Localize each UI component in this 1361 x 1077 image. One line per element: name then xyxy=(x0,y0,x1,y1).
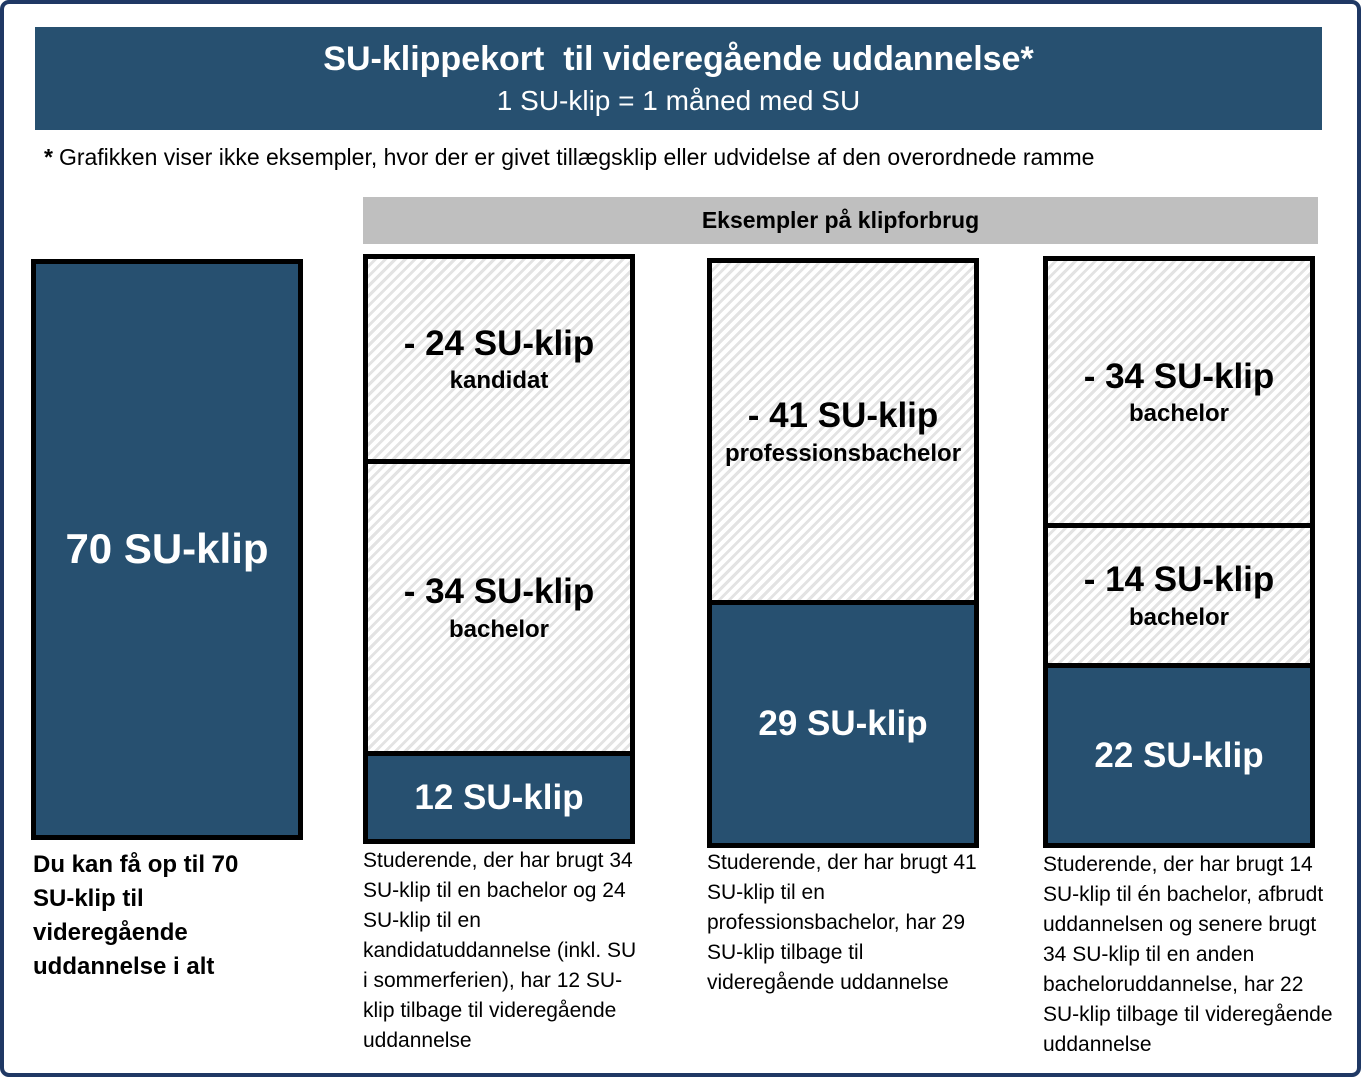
examples-header-band xyxy=(363,197,1318,244)
total-bar-caption: Du kan få op til 70 SU-klip til videregående uddannelse i alt xyxy=(33,851,239,981)
total-bar-value: 70 SU-klip xyxy=(65,525,269,573)
example-3-caption: Studerende, der har brugt 14 SU-klip til én bachelor, afbrudt uddannelsen og senere brugt 34 SU-klip til en anden bacheloruddannelse, har 22 SU-klip tilbage til videregående uddannelse xyxy=(1043,853,1333,1057)
example-3-remaining-segment xyxy=(1048,663,1310,843)
example-2-remaining-segment xyxy=(712,600,974,843)
example-2-used-segment-professionsbachelor xyxy=(712,263,974,600)
footnote xyxy=(44,143,1094,173)
segment-value: 22 SU-klip xyxy=(1094,735,1264,775)
total-bar xyxy=(31,259,303,840)
footnote-marker: * xyxy=(44,144,53,170)
example-3-used-segment-bachelor-2 xyxy=(1048,523,1310,663)
example-1-bar xyxy=(363,254,635,844)
total-bar-segment xyxy=(36,264,298,835)
segment-value: - 41 SU-klip xyxy=(747,396,939,436)
segment-education-label: bachelor xyxy=(448,615,550,643)
segment-value: 12 SU-klip xyxy=(414,777,584,817)
header-banner xyxy=(35,27,1322,130)
page-title: SU-klippekort til videregående uddannelse* xyxy=(323,40,1034,79)
examples-header-label: Eksempler på klipforbrug xyxy=(701,207,980,233)
segment-value: - 34 SU-klip xyxy=(403,572,595,612)
segment-education-label: bachelor xyxy=(1128,603,1230,631)
example-1-used-segment-bachelor xyxy=(368,459,630,751)
example-2-bar xyxy=(707,258,979,848)
segment-education-label: professionsbachelor xyxy=(724,439,962,467)
example-1-caption: Studerende, der har brugt 34 SU-klip til en bachelor og 24 SU-klip til en kandidatuddannelse (inkl. SU i sommerferien), har 12 SU-klip tilbage til videregående uddannelse xyxy=(363,849,637,1053)
segment-value: - 14 SU-klip xyxy=(1083,560,1275,600)
segment-value: 29 SU-klip xyxy=(758,704,928,744)
segment-education-label: bachelor xyxy=(1128,400,1230,428)
example-3-used-segment-bachelor-1 xyxy=(1048,261,1310,523)
segment-value: - 24 SU-klip xyxy=(403,323,595,363)
segment-value: - 34 SU-klip xyxy=(1083,356,1275,396)
example-1-used-segment-kandidat xyxy=(368,259,630,459)
segment-education-label: kandidat xyxy=(449,367,549,395)
example-1-remaining-segment xyxy=(368,751,630,839)
page-subtitle: 1 SU-klip = 1 måned med SU xyxy=(496,85,861,117)
example-3-bar xyxy=(1043,256,1315,848)
footnote-text: Grafikken viser ikke eksempler, hvor der er givet tillægsklip eller udvidelse af den overordnede ramme xyxy=(58,144,1095,170)
example-2-caption: Studerende, der har brugt 41 SU-klip til en professionsbachelor, har 29 SU-klip tilbage til videregående uddannelse xyxy=(707,851,977,995)
